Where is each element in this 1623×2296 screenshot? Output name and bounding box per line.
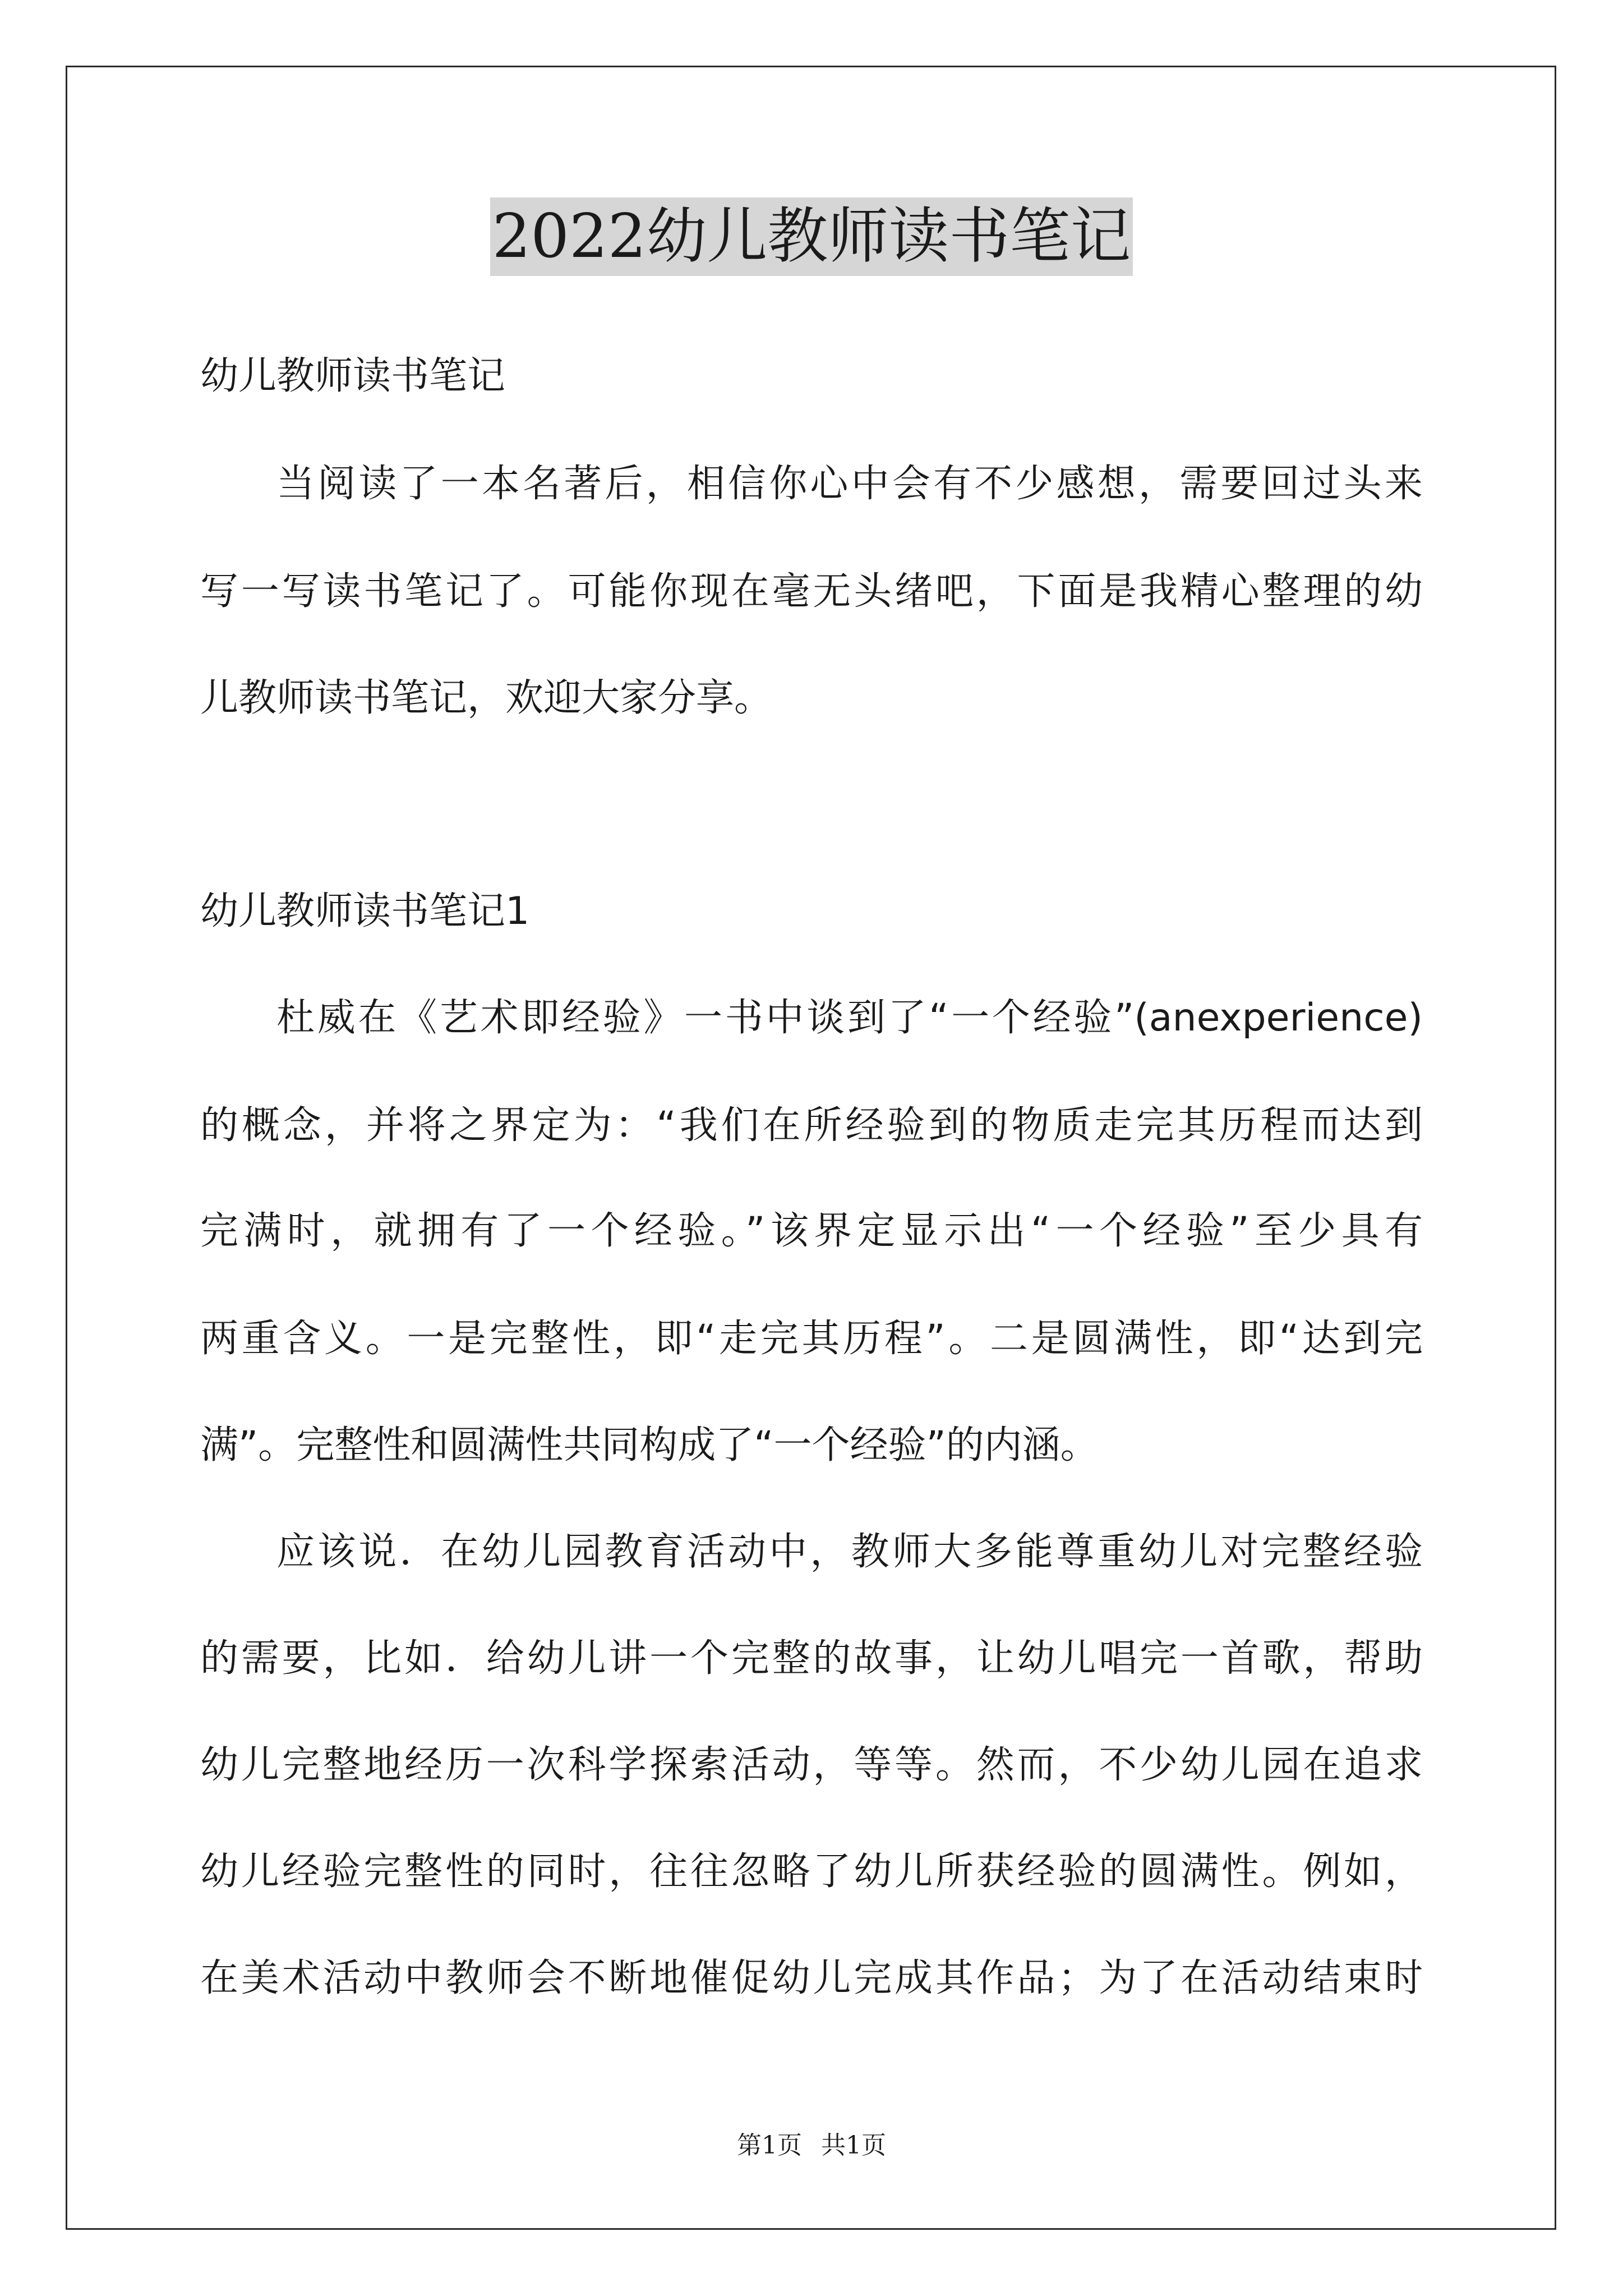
paragraph-line: 应该说．在幼儿园教育活动中，教师大多能尊重幼儿对完整经验 xyxy=(276,1530,1423,1574)
paragraph-line: 两重含义。一是完整性，即“走完其历程”。二是圆满性，即“达到完 xyxy=(200,1317,1423,1361)
paragraph-line: 当阅读了一本名著后，相信你心中会有不少感想，需要回过头来 xyxy=(276,462,1423,506)
paragraph-line: 完满时，就拥有了一个经验。”该界定显示出“一个经验”至少具有 xyxy=(200,1209,1423,1253)
paragraph-line: 满”。完整性和圆满性共同构成了“一个经验”的内涵。 xyxy=(200,1423,1099,1467)
title-wrap xyxy=(0,197,1623,276)
paragraph-line: 的需要，比如．给幼儿讲一个完整的故事，让幼儿唱完一首歌，帮助 xyxy=(200,1636,1423,1681)
paragraph-line: 幼儿经验完整性的同时，往往忽略了幼儿所获经验的圆满性。例如， xyxy=(200,1849,1423,1894)
paragraph-line: 在美术活动中教师会不断地催促幼儿完成其作品；为了在活动结束时 xyxy=(200,1956,1423,2000)
paragraph-line: 幼儿完整地经历一次科学探索活动，等等。然而，不少幼儿园在追求 xyxy=(200,1743,1423,1787)
paragraph-line: 写一写读书笔记了。可能你现在毫无头绪吧，下面是我精心整理的幼 xyxy=(200,569,1423,614)
document-title: 2022幼儿教师读书笔记 xyxy=(490,197,1133,276)
paragraph-line: 儿教师读书笔记，欢迎大家分享。 xyxy=(200,676,773,720)
paragraph-line: 杜威在《艺术即经验》一书中谈到了“一个经验”(anexperience) xyxy=(276,996,1423,1040)
page-footer: 第1页 共1页 xyxy=(737,2131,886,2160)
section-heading: 幼儿教师读书笔记 xyxy=(200,354,506,398)
section-heading: 幼儿教师读书笔记1 xyxy=(200,889,530,933)
paragraph-line: 的概念，并将之界定为：“我们在所经验到的物质走完其历程而达到 xyxy=(200,1103,1423,1148)
